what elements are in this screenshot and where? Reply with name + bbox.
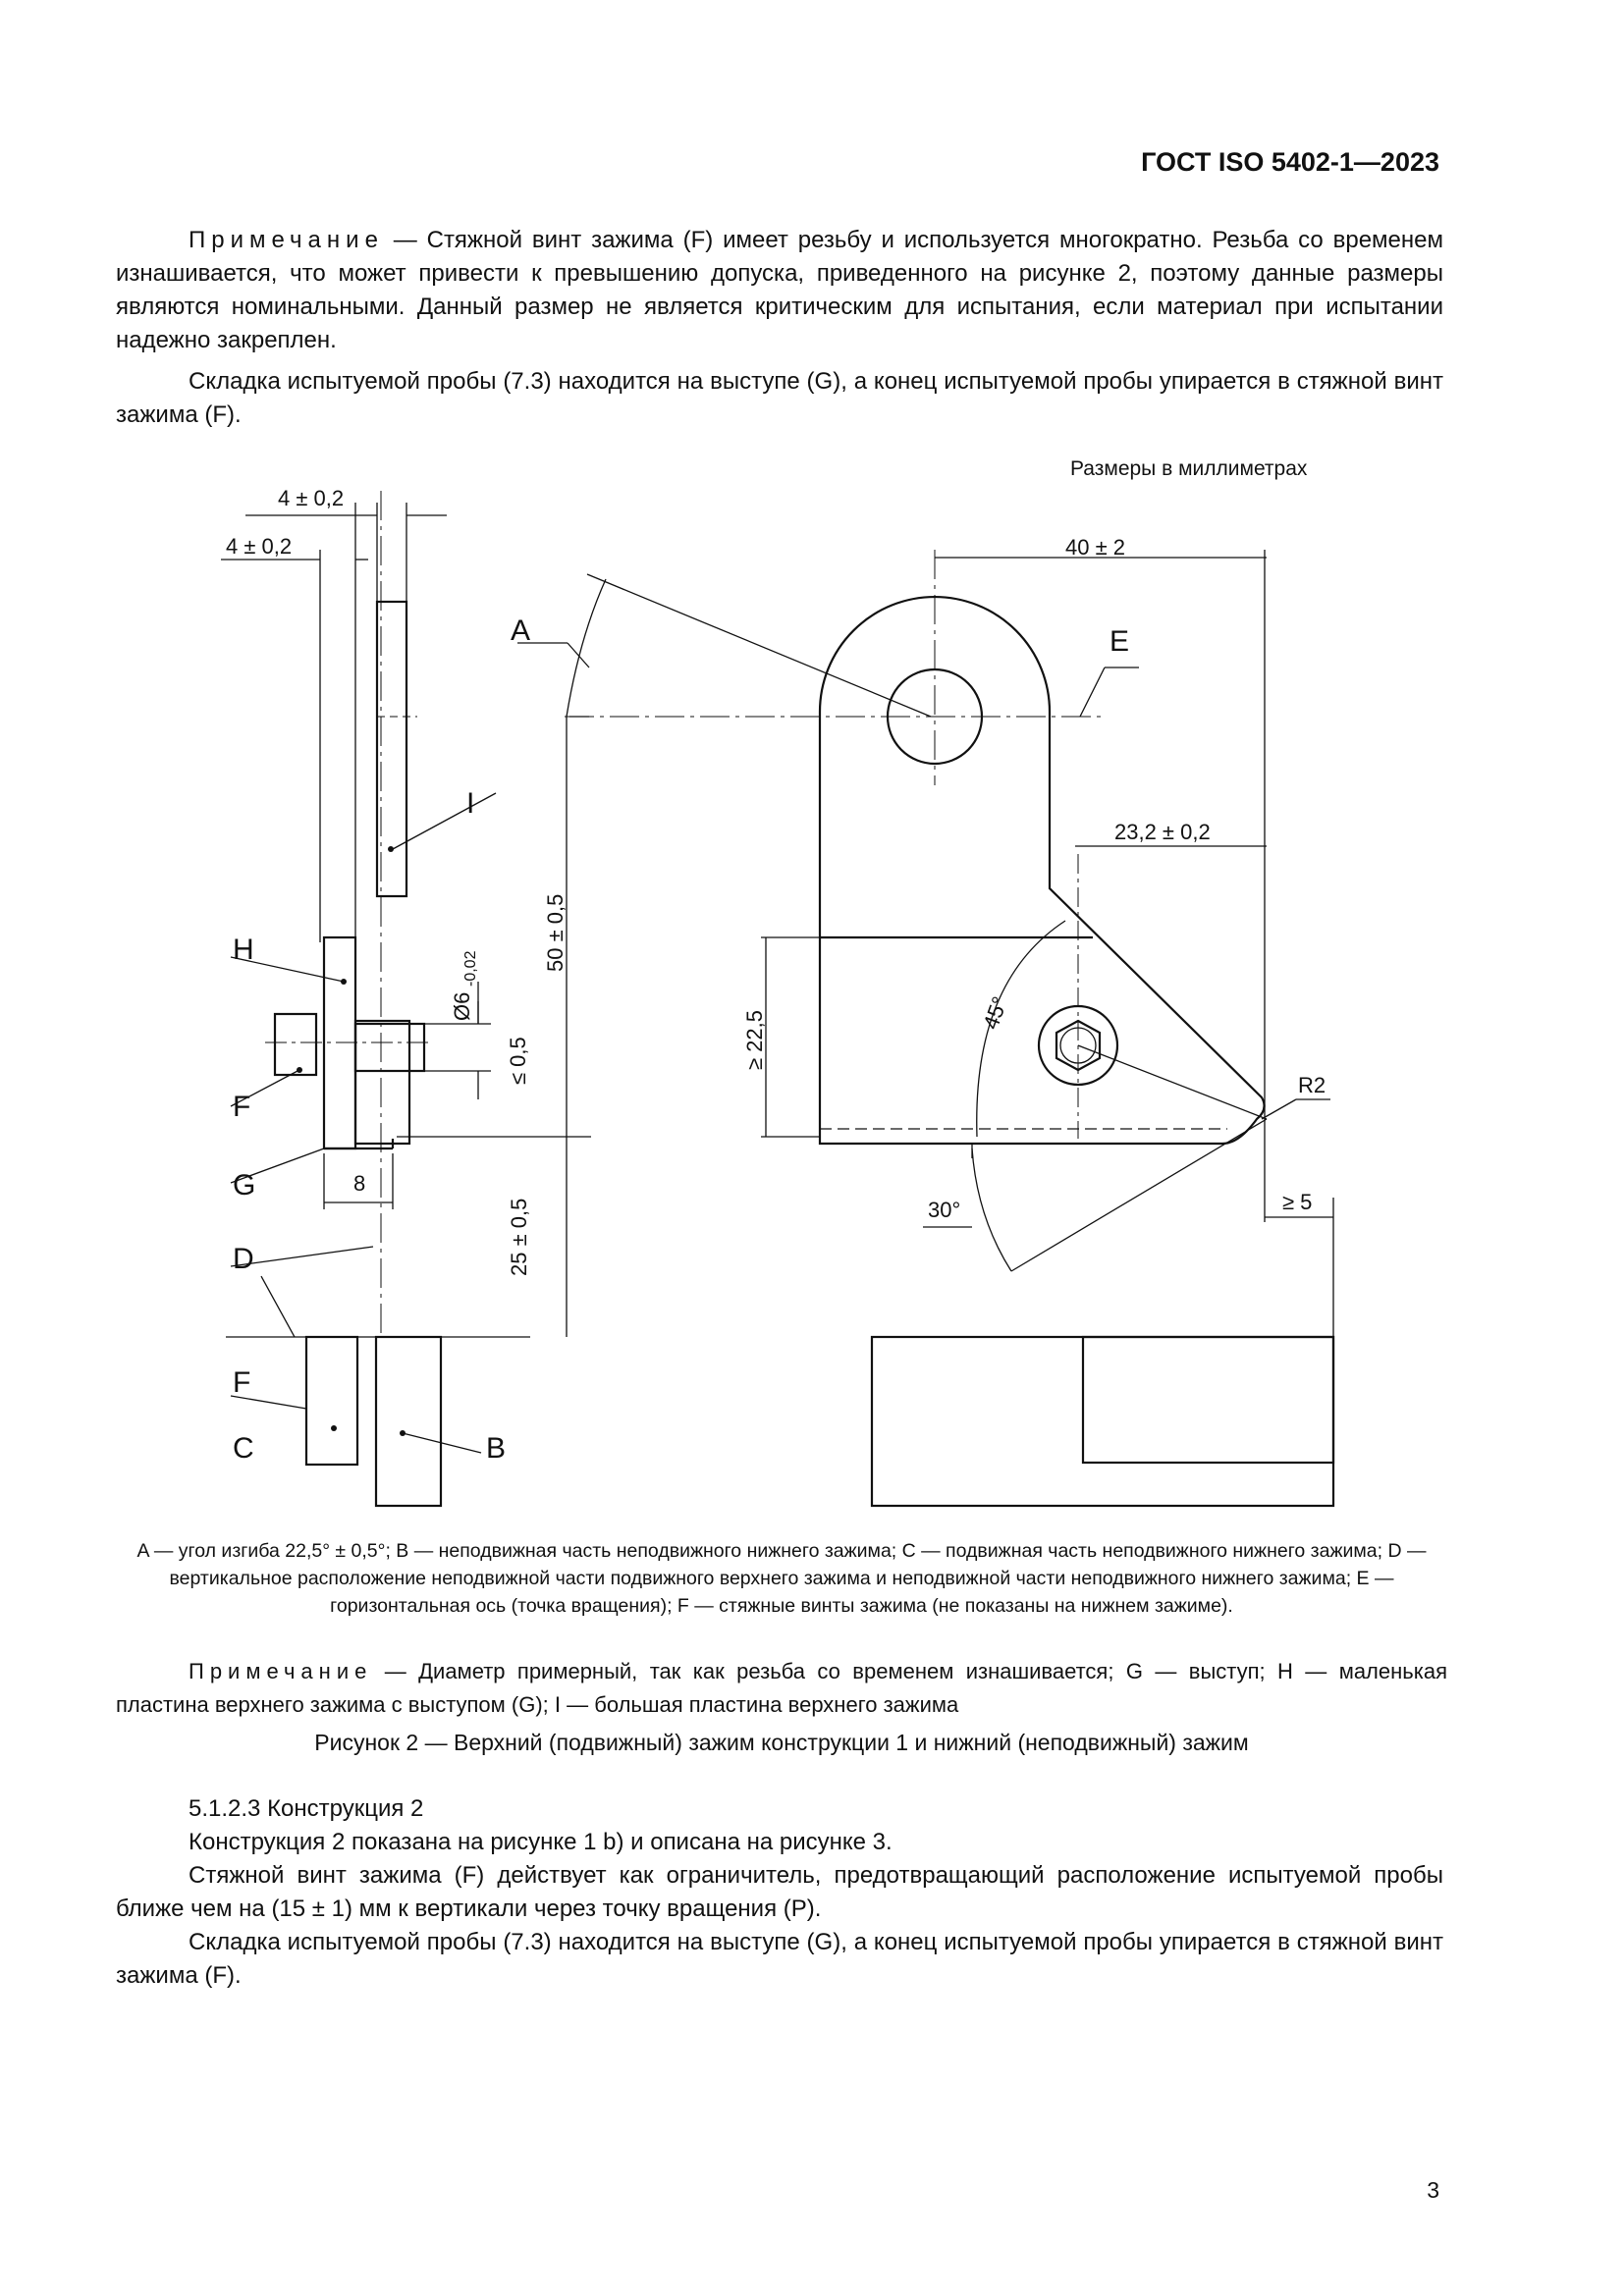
note-1-label: Примечание (189, 227, 384, 253)
dim-50: 50 ± 0,5 (543, 893, 568, 972)
dim-top-width: 4 ± 0,2 (278, 486, 345, 510)
note-2 (116, 1655, 1447, 1722)
note-1-text: — Стяжной винт зажима (F) имеет резьбу и используется многократно. Резьба со временем изнашивается, что может привести к превышению допуска, приведенного на рисунке 2, поэтому данные размеры являются номинальными. Данный размер не является критическим для испытания, если материал при испытании надежно закреплен. (116, 227, 1443, 353)
lower-movable-part-c (306, 1337, 357, 1465)
label-c: C (233, 1432, 254, 1465)
dim-min-5: ≥ 5 (1282, 1190, 1313, 1214)
dim-diameter: Ø6 (450, 991, 474, 1021)
dim-25: 25 ± 0,5 (507, 1198, 531, 1276)
dim-22: ≥ 22,5 (742, 1009, 767, 1070)
figure-caption: Рисунок 2 — Верхний (подвижный) зажим конструкции 1 и нижний (неподвижный) зажим (314, 1730, 1249, 1755)
note-2-text: — Диаметр примерный, так как резьба со временем изнашивается; G — выступ; H — маленькая пластина верхнего зажима с выступом (G); I — большая пластина верхнего зажима (116, 1659, 1447, 1717)
screw-body (355, 1024, 424, 1071)
angle-30: 30° (928, 1198, 961, 1222)
section-p3: Складка испытуемой пробы (7.3) находится на выступе (G), а конец испытуемой пробы упирается в стяжной винт зажима (F). (116, 1929, 1443, 1989)
section-p2: Стяжной винт зажима (F) действует как ограничитель, предотвращающий расположение испытуемой пробы ближе чем на (15 ± 1) мм к вертикали через точку вращения (P). (116, 1862, 1443, 1922)
section-p1: Конструкция 2 показана на рисунке 1 b) и описана на рисунке 3. (189, 1829, 893, 1855)
page-number: 3 (1427, 2177, 1439, 2203)
section-heading: 5.1.2.3 Конструкция 2 (189, 1795, 424, 1822)
plate-lower-part (355, 1021, 409, 1144)
document-code: ГОСТ ISO 5402-1—2023 (1141, 147, 1439, 177)
dim-40: 40 ± 2 (1065, 535, 1126, 560)
lower-clamp-front (872, 1337, 1333, 1506)
label-b: B (486, 1432, 507, 1465)
note-2-label: Примечание (189, 1659, 373, 1683)
section-5-1-2-3 (116, 1792, 1443, 1993)
label-f-lower: F (233, 1366, 251, 1399)
label-d: D (233, 1243, 254, 1275)
screw-head-f (275, 1014, 316, 1075)
lower-fixed-part-b (376, 1337, 441, 1506)
units-note: Размеры в миллиметрах (1070, 457, 1308, 480)
label-i: I (466, 787, 475, 820)
dim-second-width: 4 ± 0,2 (226, 534, 293, 559)
dim-diameter-tol: -0,02 (462, 950, 479, 987)
dim-8: 8 (353, 1171, 366, 1196)
figure-legend: A — угол изгиба 22,5° ± 0,5°; B — неподвижная часть неподвижного нижнего зажима; C — подвижная часть неподвижного нижнего зажима; D — вертикальное расположение неподвижной части подвижного верхнего зажима и неподвижной части неподвижного нижнего зажима; E — горизонтальная ось (точка вращения); F — стяжные винты зажима (не показаны на нижнем зажиме). (136, 1540, 1427, 1617)
dim-23: 23,2 ± 0,2 (1114, 820, 1211, 844)
paragraph-1-text: Складка испытуемой пробы (7.3) находится на выступе (G), а конец испытуемой пробы упирается в стяжной винт зажима (F). (116, 368, 1443, 428)
dim-gap: ≤ 0,5 (506, 1037, 530, 1085)
label-e: E (1110, 625, 1130, 658)
label-g: G (233, 1169, 256, 1201)
label-f-upper: F (233, 1091, 251, 1123)
label-h: H (233, 934, 254, 966)
angle-45: 45° (978, 992, 1013, 1033)
radius-r2: R2 (1298, 1073, 1326, 1097)
label-a: A (511, 614, 531, 647)
